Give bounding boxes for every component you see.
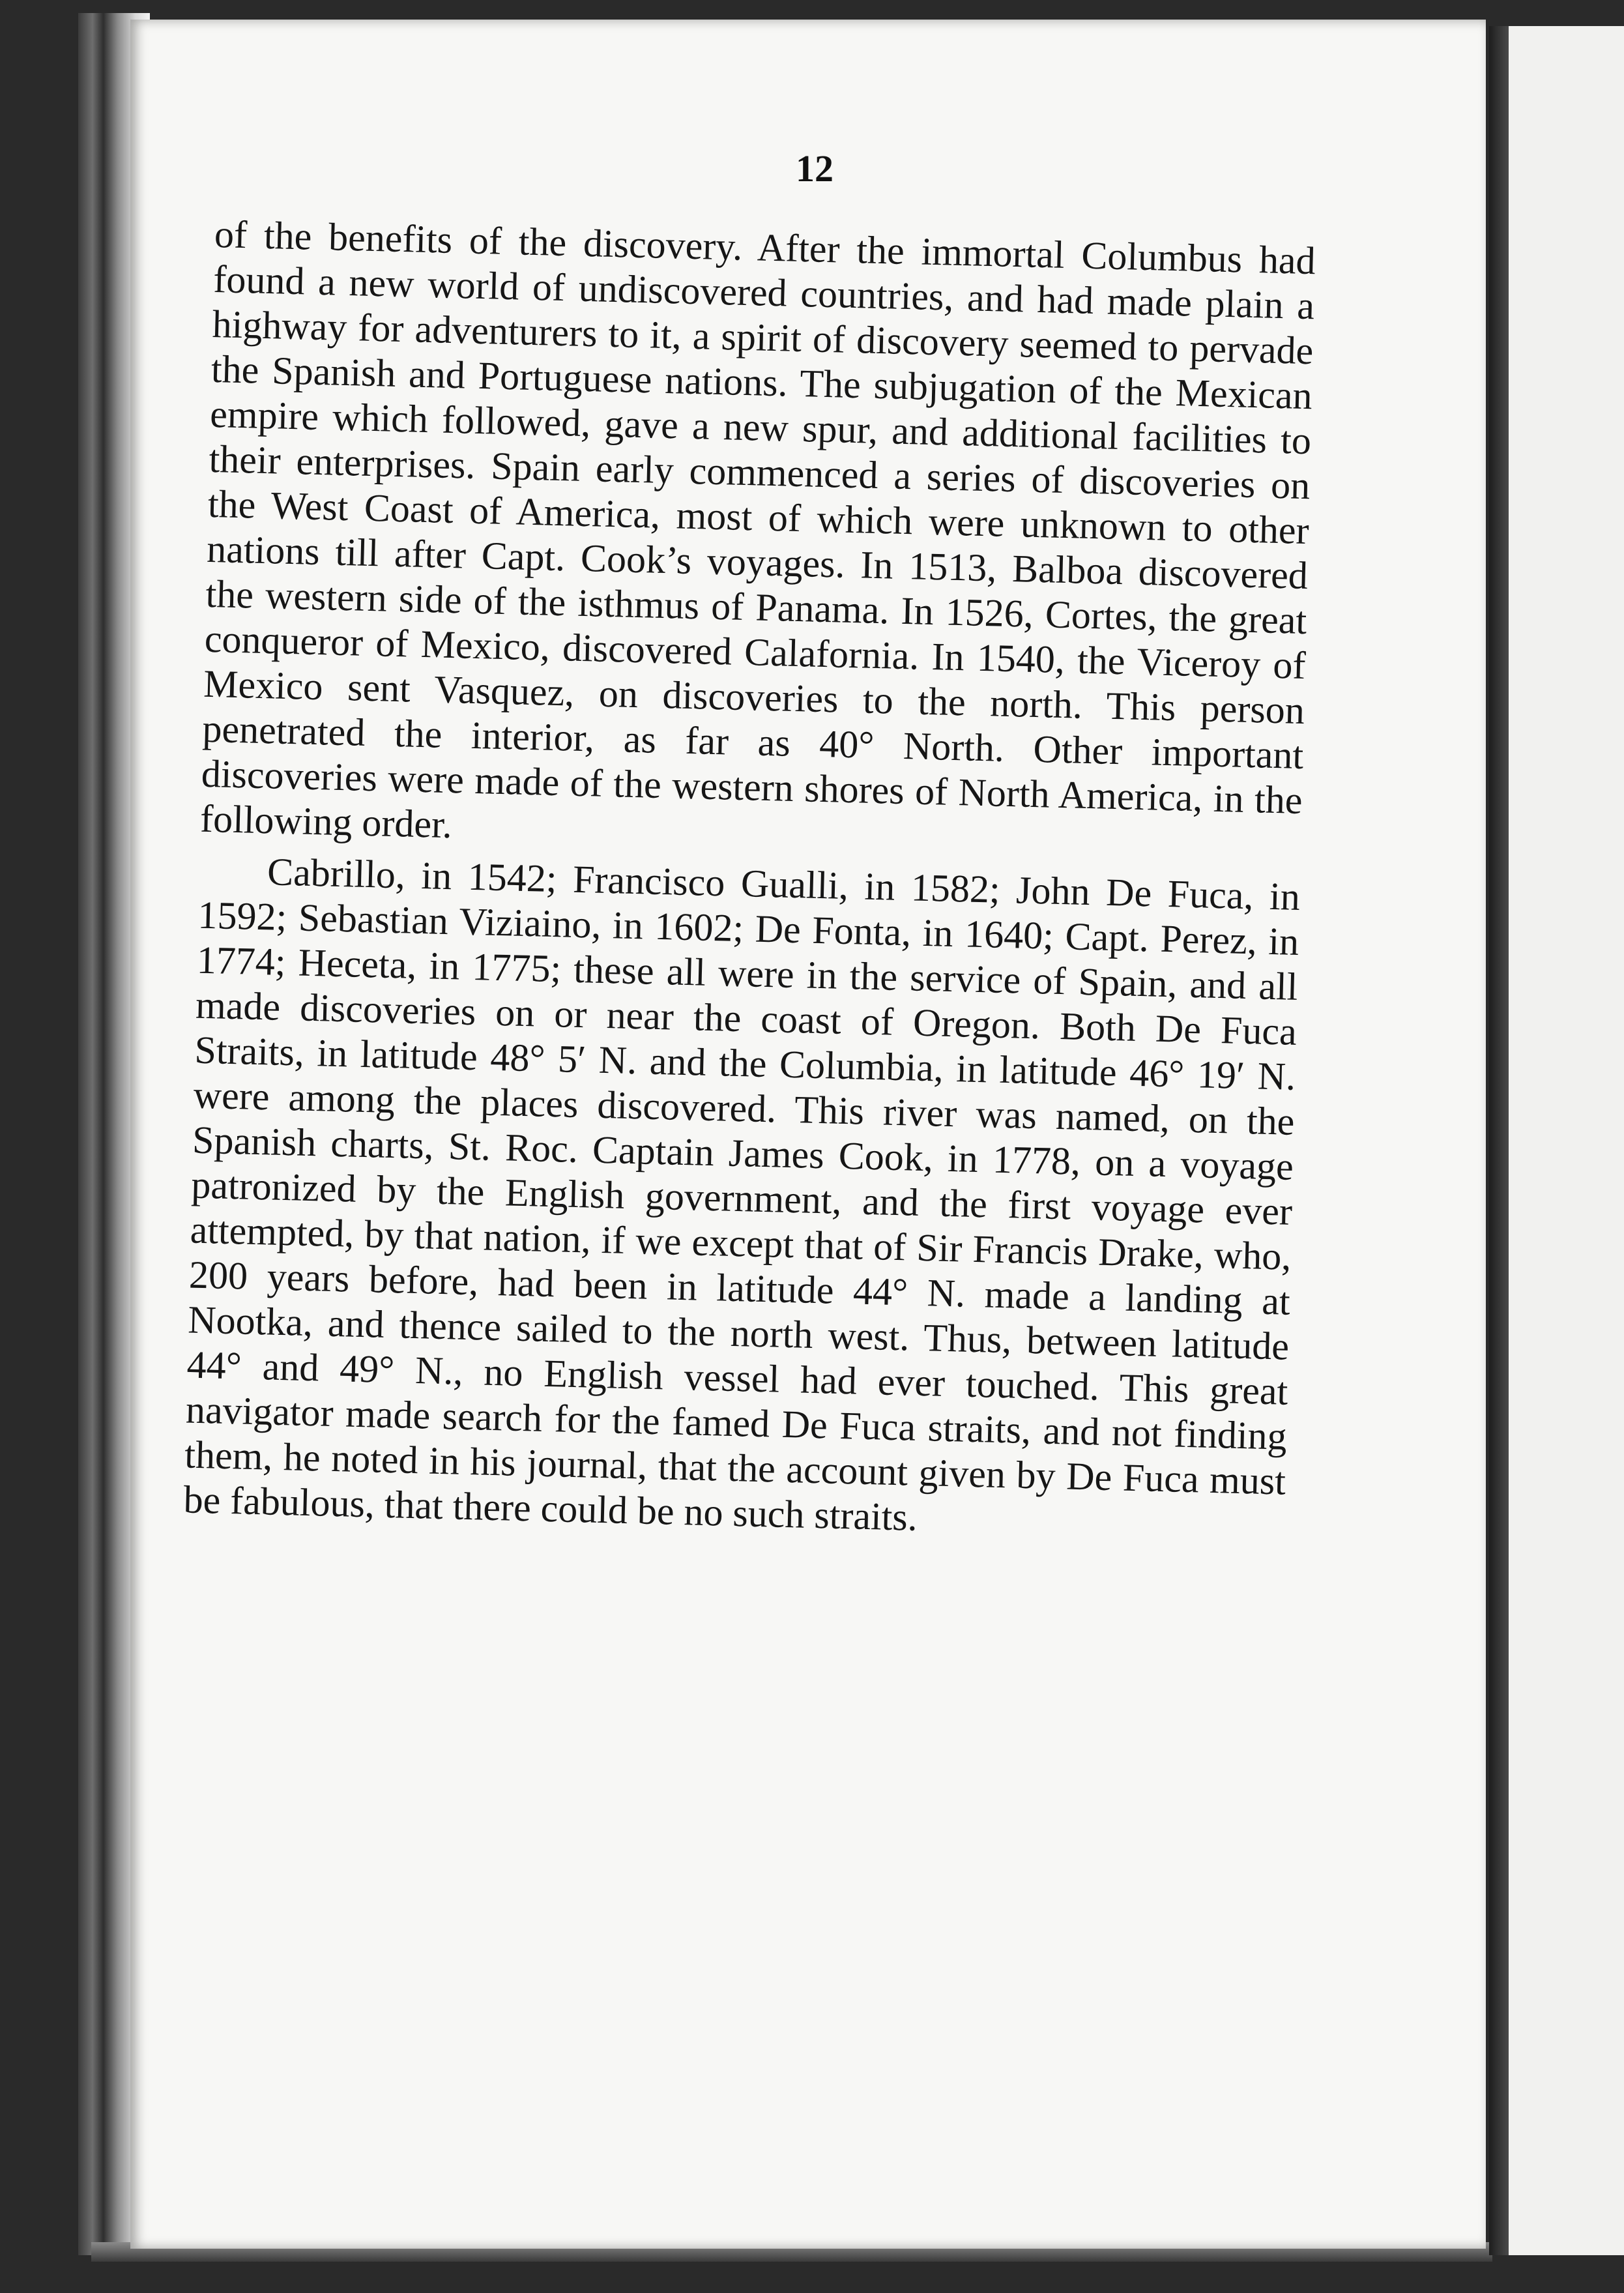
- facing-page: [1509, 26, 1624, 2255]
- page-text: [183, 212, 1316, 1549]
- next-page-edge: [1489, 26, 1509, 2255]
- page-number: 12: [796, 147, 834, 190]
- paragraph-1: of the benefits of the discovery. After the immortal Columbus had found a new world of undiscovered countries, and had made plain a highway for adventurers to it, a spirit of discovery seemed to pervade the Spanish and Portuguese nations. The subjugation of the Mexican empire which followed, gave a new spur, and additional facilities to their enterprises. Spain early commenced a series of discoveries on the West Coast of America, most of which were unknown to other nations till after Capt. Cook’s voyages. In 1513, Balboa discovered the western side of the isthmus of Panama. In 1526, Cortes, the great conqueror of Mexico, discovered Calafornia. In 1540, the Viceroy of Mexico sent Vasquez, on discoveries to the north. This person penetrated the interior, as far as 40° North. Other important discoveries were made of the western shores of North America, in the following order.: [199, 212, 1316, 847]
- paragraph-2: Cabrillo, in 1542; Francisco Gualli, in 1582; John De Fuca, in 1592; Sebastian Viziaino, in 1602; De Fonta, in 1640; Capt. Perez, in 1774; Heceta, in 1775; these all were in the service of Spain, and all made discoveries on or near the coast of Oregon. Both De Fuca Straits, in latitude 48° 5′ N. and the Columbia, in latitude 46° 19′ N. were among the places discovered. This river was named, on the Spanish charts, St. Roc. Captain James Cook, in 1778, on a voyage patronized by the English government, and the first voyage ever attempted, by that nation, if we except that of Sir Francis Drake, who, 200 years before, had been in latitude 44° N. made a landing at Nootka, and thence sailed to the north west. Thus, between latitude 44° and 49° N., no English vessel had ever touched. This great navigator made search for the famed De Fuca straits, and not finding them, he noted in his journal, that the account given by De Fuca must be fabulous, that there could be no such straits.: [182, 850, 1301, 1539]
